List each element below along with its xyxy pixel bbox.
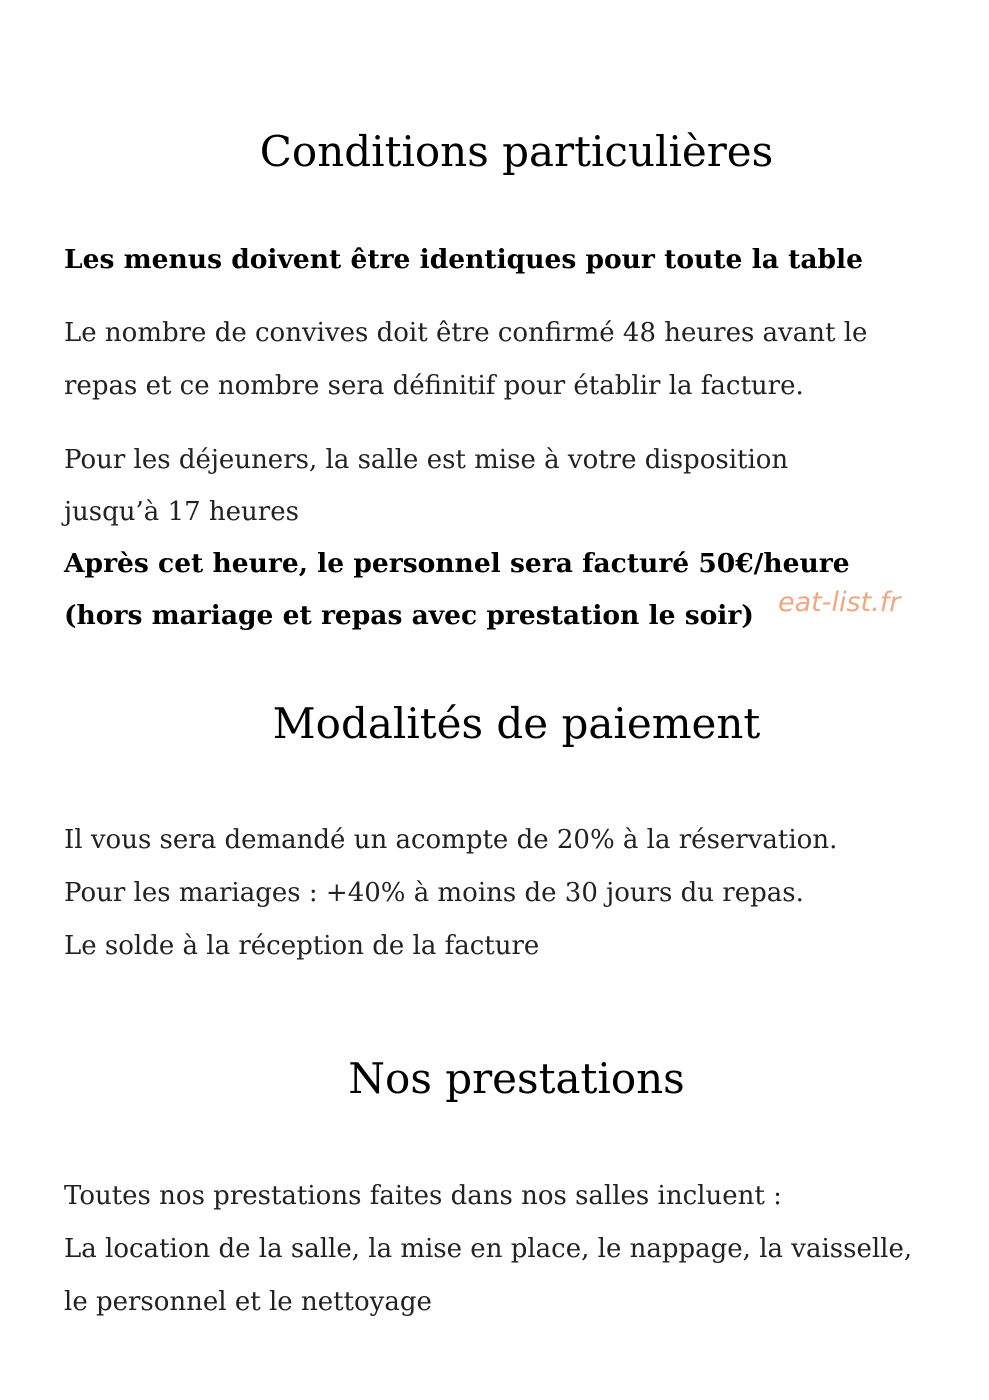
conditions-line-lunch-room: Pour les déjeuners, la salle est mise à votre disposition [64,445,789,475]
conditions-line-lunch-room-cont: jusqu’à 17 heures [64,497,299,527]
conditions-line-guest-count: Le nombre de convives doit être confirmé 48 heures avant le [64,318,868,348]
prestations-line-staff-cleaning: le personnel et le nettoyage [64,1287,432,1317]
paiement-heading: Modalités de paiement [272,699,761,748]
conditions-line-identical-menus: Les menus doivent être identiques pour toute la table [64,244,863,275]
prestations-heading: Nos prestations [348,1054,685,1103]
conditions-line-guest-count-cont: repas et ce nombre sera définitif pour établir la facture. [64,371,804,401]
conditions-line-staff-fee-exception: (hors mariage et repas avec prestation le soir) [64,600,754,631]
conditions-heading: Conditions particulières [259,127,774,176]
paiement-line-deposit: Il vous sera demandé un acompte de 20% à la réservation. [64,825,838,855]
prestations-line-included: Toutes nos prestations faites dans nos salles incluent : [64,1181,782,1211]
eat-list-watermark: eat-list.fr [778,587,901,618]
paiement-line-balance: Le solde à la réception de la facture [64,931,540,961]
prestations-line-services: La location de la salle, la mise en place, le nappage, la vaisselle, [64,1234,913,1264]
paiement-line-weddings: Pour les mariages : +40% à moins de 30 jours du repas. [64,878,804,908]
conditions-line-staff-fee: Après cet heure, le personnel sera facturé 50€/heure [64,548,850,579]
